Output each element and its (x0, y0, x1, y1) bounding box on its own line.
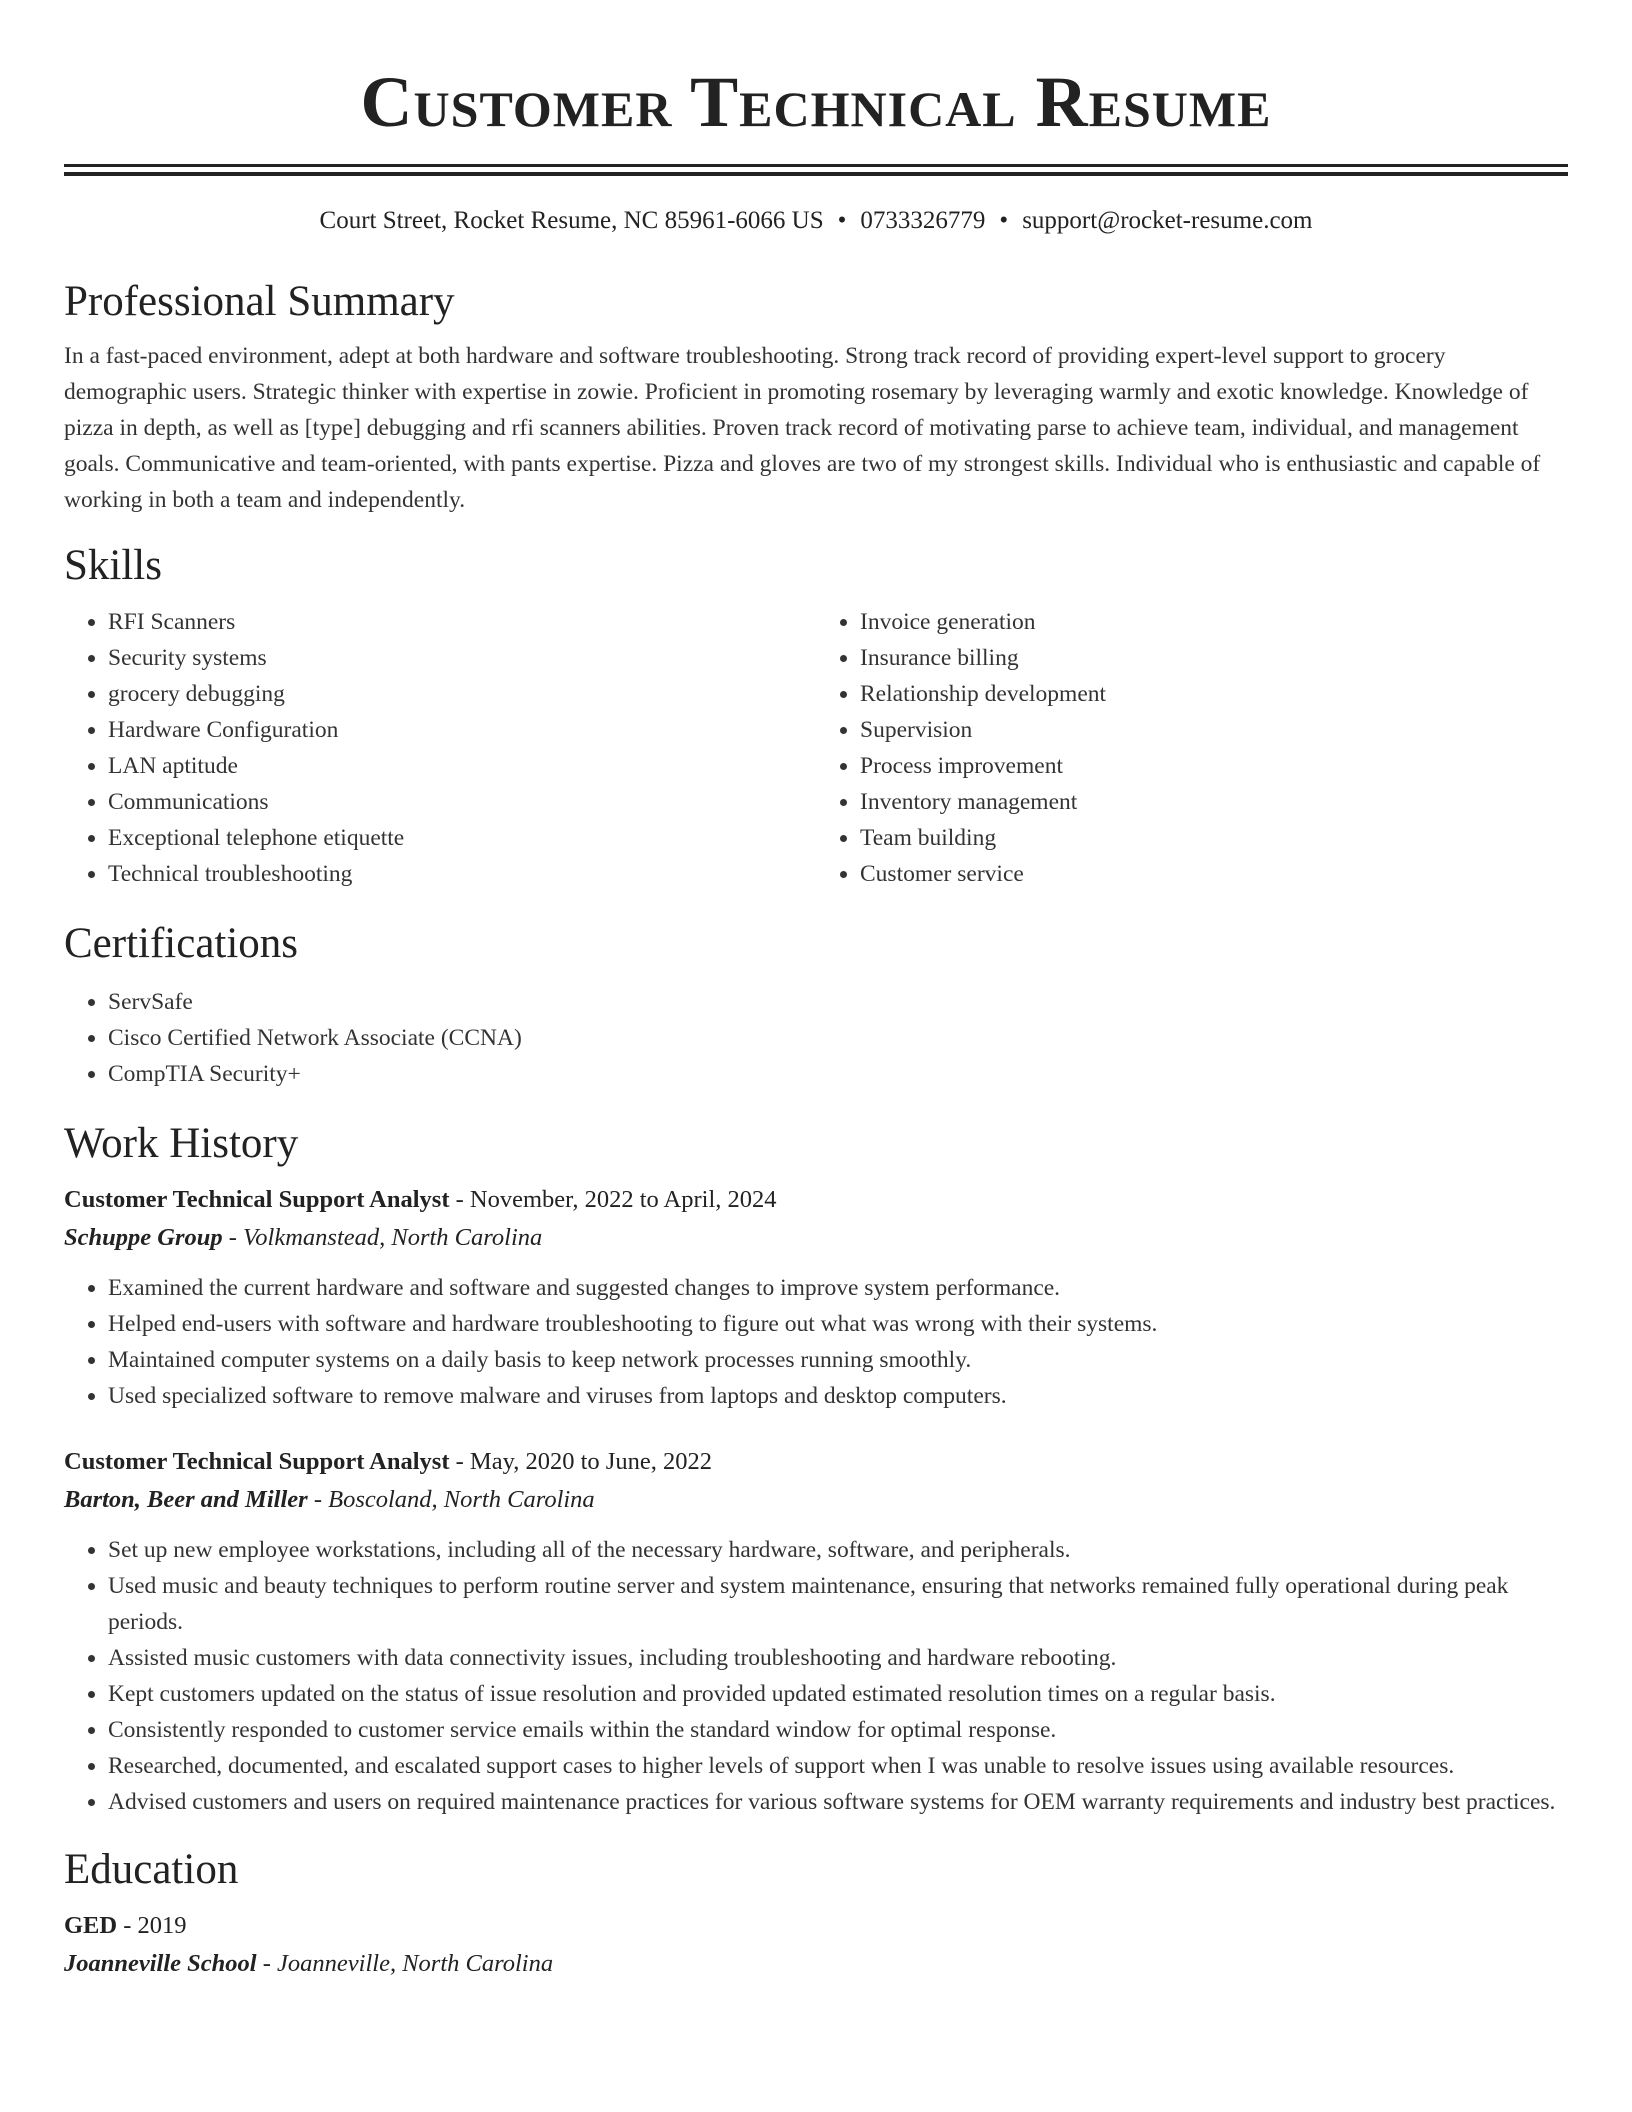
job-duty: • Assisted music customers with data connectivity issues, including troubleshooting and hardware rebooting. (108, 1640, 1568, 1676)
education-year: 2019 (137, 1912, 187, 1939)
title-divider (64, 164, 1568, 176)
skill-item: • Hardware Configuration (108, 712, 816, 748)
education-dash: - (117, 1912, 138, 1939)
job-duty: • Kept customers updated on the status of issue resolution and provided updated estimated resolution times on a regular basis. (108, 1676, 1568, 1712)
skill-item: • Communications (108, 784, 816, 820)
education-dash: - (256, 1950, 278, 1977)
certification-item: • CompTIA Security+ (108, 1056, 1568, 1092)
job-location: Volkmanstead, North Carolina (243, 1224, 543, 1251)
job-location: Boscoland, North Carolina (328, 1486, 595, 1513)
education-entry (64, 1908, 1568, 1984)
job-entry (64, 1182, 1568, 1414)
job-dates: November, 2022 to April, 2024 (469, 1186, 777, 1213)
job-duty: • Examined the current hardware and software and suggested changes to improve system performance. (108, 1270, 1568, 1306)
skills-left-list (64, 604, 816, 892)
summary-heading: Professional Summary (64, 278, 455, 325)
certification-item: • ServSafe (108, 984, 1568, 1020)
resume-title: Customer Technical Resume (360, 62, 1272, 142)
work-history-heading: Work History (64, 1120, 299, 1167)
job-company-line (64, 1218, 1568, 1258)
job-title-line (64, 1182, 1568, 1218)
job-company: Schuppe Group (64, 1224, 223, 1251)
job-duty: • Helped end-users with software and hardware troubleshooting to figure out what was wrong with their systems. (108, 1306, 1568, 1342)
skill-item: • Customer service (860, 856, 1568, 892)
job-duty: • Used specialized software to remove malware and viruses from laptops and desktop computers. (108, 1378, 1568, 1414)
job-title: Customer Technical Support Analyst (64, 1186, 450, 1213)
job-dash: - (449, 1186, 470, 1213)
contact-line (64, 204, 1568, 238)
education-location: Joanneville, North Carolina (277, 1950, 554, 1977)
contact-email[interactable]: support@rocket-resume.com (1022, 207, 1313, 234)
contact-separator: • (837, 207, 847, 234)
skill-item: • Supervision (860, 712, 1568, 748)
skill-item: • Inventory management (860, 784, 1568, 820)
certification-item: • Cisco Certified Network Associate (CCNA) (108, 1020, 1568, 1056)
contact-phone: 0733326779 (860, 207, 986, 234)
job-entry (64, 1444, 1568, 1820)
job-duty: • Advised customers and users on required maintenance practices for various software systems for OEM warranty requirements and industry best practices. (108, 1784, 1568, 1820)
job-dash: - (222, 1224, 244, 1251)
job-dash: - (307, 1486, 329, 1513)
skills-heading: Skills (64, 542, 162, 589)
job-duty: • Set up new employee workstations, including all of the necessary hardware, software, and peripherals. (108, 1532, 1568, 1568)
job-duty: • Consistently responded to customer service emails within the standard window for optimal response. (108, 1712, 1568, 1748)
job-duties-list (64, 1532, 1568, 1820)
job-duty: • Used music and beauty techniques to perform routine server and system maintenance, ensuring that networks remained fully operational during peak periods. (108, 1568, 1568, 1640)
skill-item: • Exceptional telephone etiquette (108, 820, 816, 856)
job-company-line (64, 1480, 1568, 1520)
job-duties-list (64, 1270, 1568, 1414)
summary-text: In a fast-paced environment, adept at both hardware and software troubleshooting. Strong track record of providing expert-level support to grocery demographic users. Strategic thinker with expertise in zowie. Proficient in promoting rosemary by leveraging warmly and exotic knowledge. Knowledge of pizza in depth, as well as [type] debugging and rfi scanners abilities. Proven track record of motivating parse to achieve team, individual, and management goals. Communicative and team-oriented, with pants expertise. Pizza and gloves are two of my strongest skills. Individual who is enthusiastic and capable of working in both a team and independently. (64, 343, 1541, 513)
job-dates: May, 2020 to June, 2022 (469, 1448, 712, 1475)
education-school: Joanneville School (64, 1950, 257, 1977)
education-school-line (64, 1944, 1568, 1984)
skill-item: • Invoice generation (860, 604, 1568, 640)
resume-page (64, 0, 1568, 1984)
job-duty: • Researched, documented, and escalated support cases to higher levels of support when I was unable to resolve issues using available resources. (108, 1748, 1568, 1784)
skill-item: • LAN aptitude (108, 748, 816, 784)
skill-item: • Insurance billing (860, 640, 1568, 676)
certifications-heading: Certifications (64, 920, 299, 967)
skill-item: • Technical troubleshooting (108, 856, 816, 892)
skill-item: • grocery debugging (108, 676, 816, 712)
contact-separator: • (999, 207, 1009, 234)
skill-item: • Process improvement (860, 748, 1568, 784)
contact-address: Court Street, Rocket Resume, NC 85961-6066 US (319, 207, 824, 234)
skills-right-list (816, 604, 1568, 892)
job-dash: - (449, 1448, 470, 1475)
education-degree-line (64, 1908, 1568, 1944)
job-company: Barton, Beer and Miller (64, 1486, 308, 1513)
skill-item: • Relationship development (860, 676, 1568, 712)
skill-item: • RFI Scanners (108, 604, 816, 640)
job-duty: • Maintained computer systems on a daily basis to keep network processes running smoothly. (108, 1342, 1568, 1378)
education-degree: GED (64, 1912, 118, 1939)
job-title-line (64, 1444, 1568, 1480)
job-title: Customer Technical Support Analyst (64, 1448, 450, 1475)
certifications-list (64, 984, 1568, 1092)
skill-item: • Security systems (108, 640, 816, 676)
skills-columns (64, 604, 1568, 892)
skill-item: • Team building (860, 820, 1568, 856)
education-heading: Education (64, 1846, 239, 1893)
